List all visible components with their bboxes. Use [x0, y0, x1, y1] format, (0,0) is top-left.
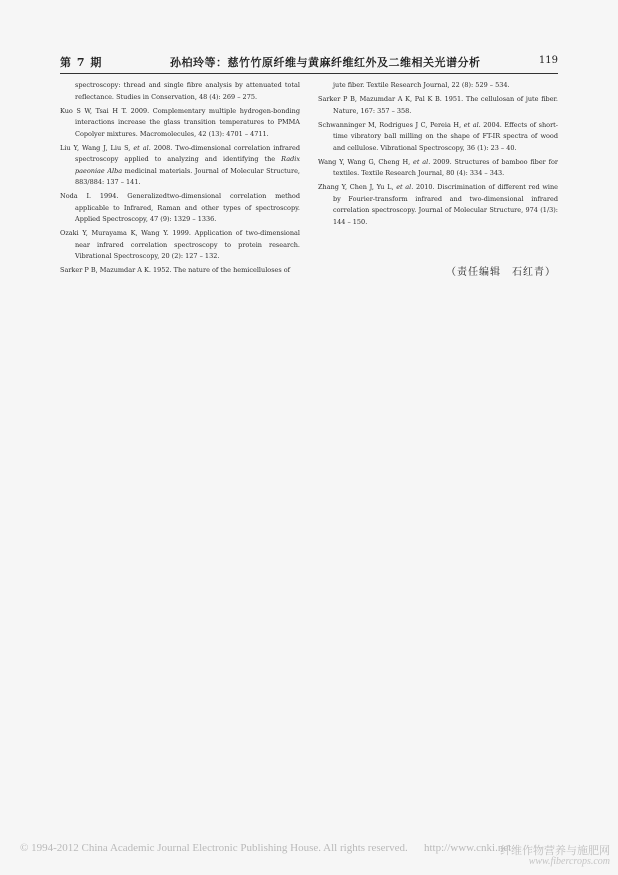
watermark-text: 纤维作物营养与施肥网: [500, 845, 610, 857]
italic-term: Radix paeoniae Alba: [75, 155, 300, 175]
italic-term: et al: [463, 120, 479, 129]
running-title: 孙柏玲等：慈竹竹原纤维与黄麻纤维红外及二维相关光谱分析: [170, 56, 481, 69]
ref-schwanninger: Schwanninger M, Rodrigues J C, Pereia H, et al. 2004. Effects of short-time vibratory ball milling on the shape of FT-IR spectra of wood and cellulose. Vibrational Spectroscopy, 36 (1): 23 – 40.: [318, 120, 558, 152]
italic-term: et al: [412, 157, 429, 166]
italic-term: et al: [133, 143, 149, 152]
ref-ozaki: Ozaki Y, Murayama K, Wang Y. 1999. Application of two-dimensional near infrared correlation spectroscopy to protein research. Vibrational Spectroscopy, 20 (2): 127 – 132.: [60, 229, 300, 260]
ref-noda: Noda I. 1994. Generalizedtwo-dimensional correlation method applicable to Infrared, Raman and other types of spectroscopy. Applied Spectroscopy, 47 (9): 1329 – 1336.: [60, 192, 300, 223]
italic-term: et al: [396, 183, 412, 191]
page-header: [60, 54, 558, 72]
ref-sarker-1952: Sarker P B, Mazumdar A K. 1952. The nature of the hemicelluloses of: [60, 266, 291, 274]
ref-wang: Wang Y, Wang G, Cheng H, et al. 2009. Structures of bamboo fiber for textiles. Textile Research Journal, 80 (4): 334 – 343.: [318, 157, 558, 177]
ref-liu: Liu Y, Wang J, Liu S, et al. 2008. Two-dimensional correlation infrared spectroscopy applied to analyzing and identifying the Radix paeoniae Alba medicinal materials. Journal of Molecular Structure, 883/884: 137 – 141.: [60, 143, 301, 186]
watermark-url: www.fibercrops.com: [528, 856, 610, 867]
page-number: 119: [538, 55, 558, 66]
page-footer: [0, 842, 618, 867]
header-rule: [60, 73, 558, 74]
copyright-notice: © 1994-2012 China Academic Journal Electronic Publishing House. All rights reserved.: [20, 842, 408, 854]
editor-note: （责任编辑 石红青）: [446, 267, 556, 278]
ref-zhang: Zhang Y, Chen J, Yu L, et al. 2010. Discrimination of different red wine by Fourier-transform infrared and two-dimensional infrared correlation spectroscopy. Journal of Molecular Structure, 974 (1/3): 144 – 150.: [318, 183, 559, 226]
ref-sarker-1951: Sarker P B, Mazumdar A K, Pal K B. 1951. The cellulosan of jute fiber. Nature, 167: 357 – 358.: [318, 95, 558, 115]
issue-label: 第 7 期: [60, 56, 103, 69]
ref-cont-2: jute fiber. Textile Research Journal, 22 (8): 529 – 534.: [333, 81, 510, 89]
references-right-column: [318, 80, 558, 231]
ref-kuo: Kuo S W, Tsai H T. 2009. Complementary multiple hydrogen-bonding interactions increase the glass transition temperatures to PMMA Copolyer mixtures. Macromolecules, 42 (13): 4701 – 4711.: [60, 106, 300, 138]
ref-cont-1: spectroscopy: thread and single fibre analysis by attenuated total reflectance. Studies in Conservation, 48 (4): 269 – 275.: [75, 81, 300, 101]
publisher-url: http://www.cnki.net: [424, 842, 512, 854]
references-left-column: [60, 80, 300, 279]
